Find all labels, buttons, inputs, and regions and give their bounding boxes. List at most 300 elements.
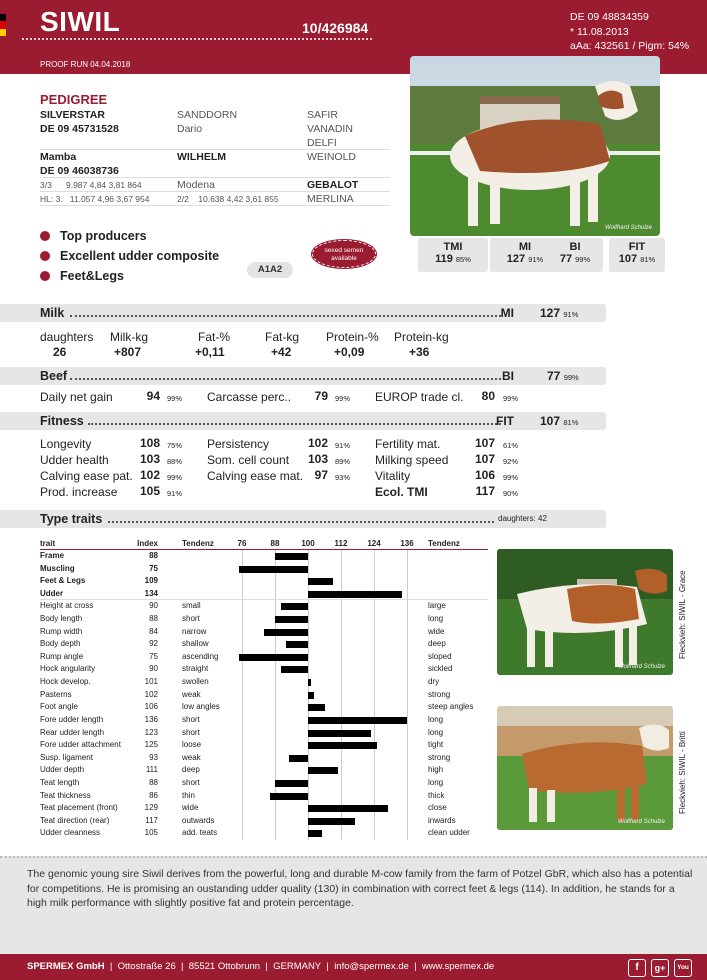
fitness-value: 97 [314, 468, 328, 482]
trait-index: 109 [144, 576, 158, 586]
ancestor: SAFIR [307, 109, 338, 121]
section-title: Beef [40, 369, 68, 383]
aaa-pigm: aAa: 432561 / Pigm: 54% [570, 40, 690, 52]
trait-tendency-low: weak [182, 689, 201, 699]
scale-tick-label: 124 [367, 539, 381, 548]
trait-tendency-high: thick [428, 790, 445, 800]
trait-name: Hock angularity [40, 664, 96, 674]
fitness-label: Udder health [40, 453, 109, 467]
trait-tendency-low: short [182, 777, 200, 787]
section-value: 77 [547, 369, 561, 383]
type-trait-row [40, 827, 488, 840]
paternal-grandsire: SANDDORN [177, 109, 238, 121]
daughters-count: daughters: 42 [498, 514, 547, 523]
index-box-fit [609, 238, 665, 272]
fitness-rel: 92% [503, 457, 519, 466]
trait-tendency-low: short [182, 614, 200, 624]
header-dotted-divider [22, 38, 372, 40]
highlight-text: Excellent udder composite [60, 249, 220, 263]
fitness-value: 103 [307, 452, 328, 466]
type-trait-row [40, 689, 488, 702]
milk-header: Protein-kg [394, 330, 449, 344]
photo-credit: Wolfhard Schulze [617, 819, 665, 825]
index-reliability: 85% [455, 255, 471, 264]
trait-tendency-low: thin [182, 790, 195, 800]
fitness-label: Vitality [375, 469, 411, 483]
col-tendenz-low: Tendenz [182, 539, 214, 548]
pedigree-row [40, 136, 390, 150]
ped-cell [307, 164, 390, 177]
dam-id: DE 09 46038736 [40, 165, 119, 177]
scale-tick-label: 88 [270, 539, 280, 548]
trait-tendency-low: add. teats [182, 828, 218, 838]
trait-tendency-low: swollen [182, 677, 209, 687]
fitness-rel: 75% [167, 441, 183, 450]
trait-tendency-low: outwards [182, 815, 215, 825]
trait-bar [264, 629, 308, 636]
trait-tendency-low: short [182, 714, 200, 724]
bullet-dot-icon [40, 231, 50, 241]
type-trait-row [40, 714, 488, 727]
trait-bar [275, 616, 308, 623]
trait-name: Rear udder length [40, 727, 105, 737]
beef-item-label: Daily net gain [40, 390, 113, 404]
trait-bar [308, 704, 325, 711]
trait-bar [308, 578, 333, 585]
type-trait-row [40, 588, 488, 601]
trait-index: 129 [144, 803, 158, 813]
index-reliability: 99% [575, 255, 591, 264]
dam-best-lactation: HL: 3. 11.057 4,96 3,67 954 [40, 194, 150, 204]
highlight-item [40, 246, 219, 266]
trait-name: Susp. ligament [40, 752, 93, 762]
type-trait-row [40, 626, 488, 639]
type-traits-header [40, 538, 488, 550]
trait-tendency-high: long [428, 614, 444, 624]
fitness-value: 107 [474, 436, 495, 450]
type-trait-row [40, 600, 488, 613]
trait-bar [286, 641, 308, 648]
dam-performance: 3/3 9.987 4,84 3,81 864 [40, 180, 142, 190]
trait-tendency-high: clean udder [428, 828, 470, 838]
bull-name: SIWIL [40, 6, 121, 37]
trait-tendency-high: sickled [428, 664, 453, 674]
type-trait-row [40, 790, 488, 803]
trait-index: 123 [144, 727, 158, 737]
trait-tendency-high: tight [428, 740, 444, 750]
pedigree-row [40, 178, 390, 192]
trait-name: Fore udder attachment [40, 740, 121, 750]
trait-tendency-high: strong [428, 752, 451, 762]
badge-line: sexed semen [324, 247, 364, 254]
dotted-leader [88, 423, 501, 425]
index-title: MI [518, 241, 532, 253]
col-index: Index [137, 539, 158, 548]
type-traits-table [40, 538, 488, 840]
footer-band [0, 954, 707, 980]
trait-bar [308, 679, 311, 686]
section-title: Fitness [40, 414, 84, 428]
trait-index: 88 [149, 614, 158, 624]
sire-name: SILVERSTAR [40, 109, 105, 121]
fitness-label: Som. cell count [207, 453, 290, 467]
trait-tendency-high: long [428, 727, 444, 737]
highlight-item [40, 266, 219, 286]
trait-index: 125 [144, 740, 158, 750]
trait-tendency-low: deep [182, 765, 200, 775]
trait-index: 84 [149, 626, 158, 636]
trait-tendency-low: wide [182, 803, 199, 813]
trait-tendency-high: strong [428, 689, 451, 699]
trait-tendency-high: inwards [428, 815, 456, 825]
trait-name: Body depth [40, 639, 81, 649]
granddam-performance: 2/2 10.638 4,42 3,61 855 [177, 194, 279, 204]
type-traits-body [40, 550, 488, 840]
type-trait-row [40, 563, 488, 576]
youtube-icon[interactable]: You [674, 959, 692, 977]
milk-value: +0,09 [334, 345, 365, 359]
daughter-photo-britti [497, 706, 673, 830]
ancestor: MERLINA [307, 193, 354, 205]
pedigree-row [40, 192, 390, 206]
trait-bar [308, 767, 338, 774]
registration-number: 10/426984 [302, 20, 369, 36]
trait-name: Body length [40, 614, 83, 624]
index-value: 119 [435, 253, 453, 265]
footer-email-link[interactable]: info@spermex.de [334, 961, 409, 972]
dotted-leader [70, 315, 501, 317]
milk-section-bar [0, 304, 606, 322]
highlight-item [40, 226, 219, 246]
milk-header: Protein-% [326, 330, 379, 344]
trait-name: Udder [40, 588, 64, 598]
trait-tendency-high: wide [428, 626, 445, 636]
sire-id: DE 09 45731528 [40, 123, 119, 135]
milk-value: +807 [114, 345, 142, 359]
trait-name: Feet & Legs [40, 576, 86, 586]
section-key: BI [502, 369, 514, 383]
pedigree-row [40, 164, 390, 178]
fitness-value: 102 [307, 436, 328, 450]
trait-tendency-low: ascending [182, 651, 219, 661]
milk-header: daughters [40, 330, 94, 344]
fitness-label: Longevity [40, 437, 92, 451]
footer-street: Ottostraße 26 [117, 961, 176, 972]
trait-name: Foot angle [40, 702, 78, 712]
trait-index: 134 [144, 588, 158, 598]
birth-date: * 11.08.2013 [570, 25, 629, 38]
trait-bar [308, 730, 371, 737]
trait-tendency-high: long [428, 777, 444, 787]
fitness-rel: 88% [167, 457, 183, 466]
section-key: MI [500, 306, 514, 320]
german-flag-icon [0, 14, 6, 36]
fitness-value: 108 [139, 436, 160, 450]
trait-tendency-high: dry [428, 677, 440, 687]
trait-tendency-low: short [182, 727, 200, 737]
fitness-label: Prod. increase [40, 485, 118, 499]
index-title: FIT [628, 241, 646, 253]
index-reliability: 81% [640, 255, 656, 264]
trait-tendency-low: narrow [182, 626, 207, 636]
index-value: 77 [559, 253, 573, 265]
highlight-text: Feet&Legs [60, 269, 124, 283]
photo-credit: Wolfhard Schulze [604, 225, 652, 231]
trait-bar [308, 818, 355, 825]
ancestor: GEBALOT [307, 179, 359, 191]
footer-city: 85521 Ottobrunn [188, 961, 261, 972]
photo-caption-britti: Fleckvieh: SIWIL - Britti [678, 731, 687, 814]
section-title: Type traits [40, 512, 103, 526]
photo-credit: Wolfhard Schulze [617, 664, 665, 670]
trait-index: 86 [149, 790, 158, 800]
trait-tendency-low: shallow [182, 639, 209, 649]
fitness-value: 103 [139, 452, 160, 466]
description-panel [0, 856, 707, 954]
trait-tendency-low: small [182, 601, 201, 611]
header-id-block [570, 10, 689, 54]
fitness-section-bar [0, 412, 606, 430]
trait-bar [308, 742, 377, 749]
maternal-granddam: Modena [177, 179, 215, 191]
section-title: Milk [40, 306, 65, 320]
a1a2-badge: A1A2 [247, 262, 293, 278]
trait-index: 136 [144, 714, 158, 724]
trait-index: 105 [144, 828, 158, 838]
trait-name: Hock develop. [40, 677, 91, 687]
beef-item-rel: 99% [503, 394, 519, 403]
index-box-tmi [418, 238, 488, 272]
trait-name: Frame [40, 551, 65, 560]
beef-item-value: 94 [146, 389, 160, 403]
trait-index: 102 [144, 689, 158, 699]
fitness-value: 105 [139, 484, 160, 498]
maternal-grandsire: WILHELM [177, 151, 226, 163]
fitness-value: 106 [474, 468, 495, 482]
fitness-rel: 61% [503, 441, 519, 450]
trait-name: Pasterns [40, 689, 72, 699]
highlights-list [40, 226, 219, 286]
type-trait-row [40, 802, 488, 815]
trait-index: 106 [144, 702, 158, 712]
trait-tendency-low: straight [182, 664, 209, 674]
pedigree-row [40, 108, 390, 122]
company-name: SPERMEX GmbH [27, 961, 105, 972]
trait-index: 90 [149, 664, 158, 674]
fitness-value: 102 [139, 468, 160, 482]
trait-name: Fore udder length [40, 714, 104, 724]
trait-name: Teat length [40, 777, 80, 787]
trait-index: 93 [149, 752, 158, 762]
facebook-icon[interactable]: f [628, 959, 646, 977]
type-trait-row [40, 663, 488, 676]
type-trait-row [40, 550, 488, 563]
type-trait-row [40, 651, 488, 664]
trait-bar [308, 805, 388, 812]
fitness-value: 117 [475, 484, 495, 498]
ped-cell [177, 136, 307, 149]
trait-index: 88 [149, 777, 158, 787]
trait-name: Teat direction (rear) [40, 815, 110, 825]
trait-bar [308, 717, 407, 724]
trait-bar [308, 830, 322, 837]
milk-header: Milk-kg [110, 330, 148, 344]
trait-name: Height at cross [40, 601, 94, 611]
section-reliability: 81% [563, 418, 579, 427]
trait-index: 117 [145, 815, 158, 825]
trait-tendency-high: steep angles [428, 702, 474, 712]
trait-tendency-low: loose [182, 740, 202, 750]
bullet-dot-icon [40, 251, 50, 261]
footer-website-link[interactable]: www.spermex.de [421, 961, 495, 972]
pedigree-title: PEDIGREE [40, 92, 108, 107]
trait-name: Teat thickness [40, 790, 91, 800]
trait-index: 90 [149, 601, 158, 611]
beef-section-bar [0, 367, 606, 385]
trait-tendency-high: long [428, 714, 444, 724]
pedigree-row [40, 122, 390, 136]
beef-item-label: EUROP trade cl. [375, 390, 464, 404]
trait-bar [281, 666, 309, 673]
section-reliability: 91% [563, 310, 579, 319]
col-tendenz-high: Tendenz [428, 539, 460, 548]
sexed-semen-badge [312, 240, 376, 268]
dotted-leader [70, 378, 501, 380]
trait-tendency-high: close [428, 803, 447, 813]
beef-item-label: Carcasse perc.. [207, 390, 292, 404]
fitness-value: 107 [474, 452, 495, 466]
dotted-leader [108, 521, 494, 523]
trait-index: 75 [149, 651, 158, 661]
type-trait-row [40, 575, 488, 588]
proof-run: PROOF RUN 04.04.2018 [40, 60, 131, 69]
fitness-label: Milking speed [375, 453, 449, 467]
index-box-bi [547, 238, 603, 272]
index-title: TMI [443, 241, 463, 253]
trait-index: 88 [149, 551, 158, 560]
google-plus-icon[interactable]: g+ [651, 959, 669, 977]
fitness-label: Persistency [207, 437, 270, 451]
trait-bar [289, 755, 308, 762]
trait-tendency-high: sloped [428, 651, 452, 661]
bull-photo [410, 56, 660, 236]
fitness-rel: 99% [167, 473, 183, 482]
ped-cell [40, 136, 177, 149]
type-trait-row [40, 777, 488, 790]
fitness-rel: 91% [335, 441, 351, 450]
dam-name: Mamba [40, 151, 77, 163]
fitness-rel: 90% [503, 489, 519, 498]
type-trait-row [40, 815, 488, 828]
milk-value: +0,11 [195, 345, 225, 359]
index-value: 127 [506, 253, 526, 265]
trait-bar [275, 780, 308, 787]
ancestor: DELFI [307, 137, 337, 149]
trait-bar [275, 553, 308, 560]
fitness-label: Calving ease pat. [40, 469, 133, 483]
milk-value: +36 [409, 345, 430, 359]
milk-value: 26 [53, 345, 67, 359]
type-trait-row [40, 638, 488, 651]
index-title: BI [569, 241, 581, 253]
footer-country: GERMANY [273, 961, 322, 972]
ancestor: WEINOLD [307, 151, 357, 163]
trait-name: Udder depth [40, 765, 85, 775]
fitness-rel: 99% [503, 473, 519, 482]
index-reliability: 91% [528, 255, 544, 264]
pedigree-row [40, 150, 390, 164]
trait-index: 111 [145, 765, 158, 775]
type-trait-row [40, 752, 488, 765]
daughter-photo-grace [497, 549, 673, 675]
trait-index: 75 [149, 563, 158, 573]
trait-bar [239, 566, 308, 573]
photo-caption-grace: Fleckvieh: SIWIL - Grace [678, 570, 687, 659]
fitness-rel: 89% [335, 457, 351, 466]
trait-bar [270, 793, 309, 800]
bullet-dot-icon [40, 271, 50, 281]
ancestor: VANADIN [307, 123, 353, 135]
trait-index: 92 [149, 639, 158, 649]
fitness-label: Ecol. TMI [375, 485, 428, 499]
scale-tick-label: 112 [334, 539, 348, 548]
scale-tick-label: 136 [400, 539, 414, 548]
type-trait-row [40, 764, 488, 777]
ped-cell [177, 164, 307, 177]
fitness-label: Fertility mat. [375, 437, 441, 451]
scale-tick-label: 76 [237, 539, 247, 548]
type-trait-row [40, 676, 488, 689]
trait-bar [239, 654, 308, 661]
trait-bar [308, 692, 314, 699]
milk-header: Fat-% [198, 330, 231, 344]
trait-bar [281, 603, 309, 610]
trait-tendency-low: low angles [182, 702, 220, 712]
beef-item-value: 79 [314, 389, 328, 403]
fitness-label: Calving ease mat. [207, 469, 304, 483]
trait-tendency-high: large [428, 601, 446, 611]
trait-name: Rump angle [40, 651, 84, 661]
type-trait-row [40, 701, 488, 714]
trait-name: Muscling [40, 563, 75, 573]
trait-index: 101 [144, 677, 158, 687]
trait-tendency-high: deep [428, 639, 446, 649]
herdbook-number: DE 09 48834359 [570, 11, 649, 23]
footer-contact: SPERMEX GmbH | Ottostraße 26 | 85521 Ottobrunn | GERMANY | info@spermex.de | www.spermex.de [27, 961, 495, 972]
trait-tendency-high: high [428, 765, 444, 775]
section-value: 127 [540, 306, 561, 320]
type-traits-section-bar [0, 510, 606, 528]
trait-name: Teat placement (front) [40, 803, 118, 813]
type-trait-row [40, 613, 488, 626]
col-trait: trait [40, 539, 56, 548]
milk-value: +42 [271, 345, 292, 359]
pedigree-table [40, 108, 390, 206]
scale-tick-label: 100 [301, 539, 315, 548]
highlight-text: Top producers [60, 229, 147, 243]
section-reliability: 99% [563, 373, 579, 382]
description-text: The genomic young sire Siwil derives from the powerful, long and durable M-cow family from the farm of Potzel GbR, which also has a potential for competitions. He is promising an oustanding udder quality (130) in combination with correct feet & legs (114). In addition, he stands for a high milk performance with slightly positive fat and protein percentage. [27, 868, 693, 909]
beef-item-value: 80 [481, 389, 495, 403]
milk-header: Fat-kg [265, 330, 300, 344]
trait-tendency-low: weak [182, 752, 201, 762]
trait-bar [308, 591, 402, 598]
section-value: 107 [540, 414, 561, 428]
type-trait-row [40, 727, 488, 740]
paternal-granddam: Dario [177, 123, 203, 135]
beef-item-rel: 99% [167, 394, 183, 403]
section-key: FIT [496, 414, 514, 428]
